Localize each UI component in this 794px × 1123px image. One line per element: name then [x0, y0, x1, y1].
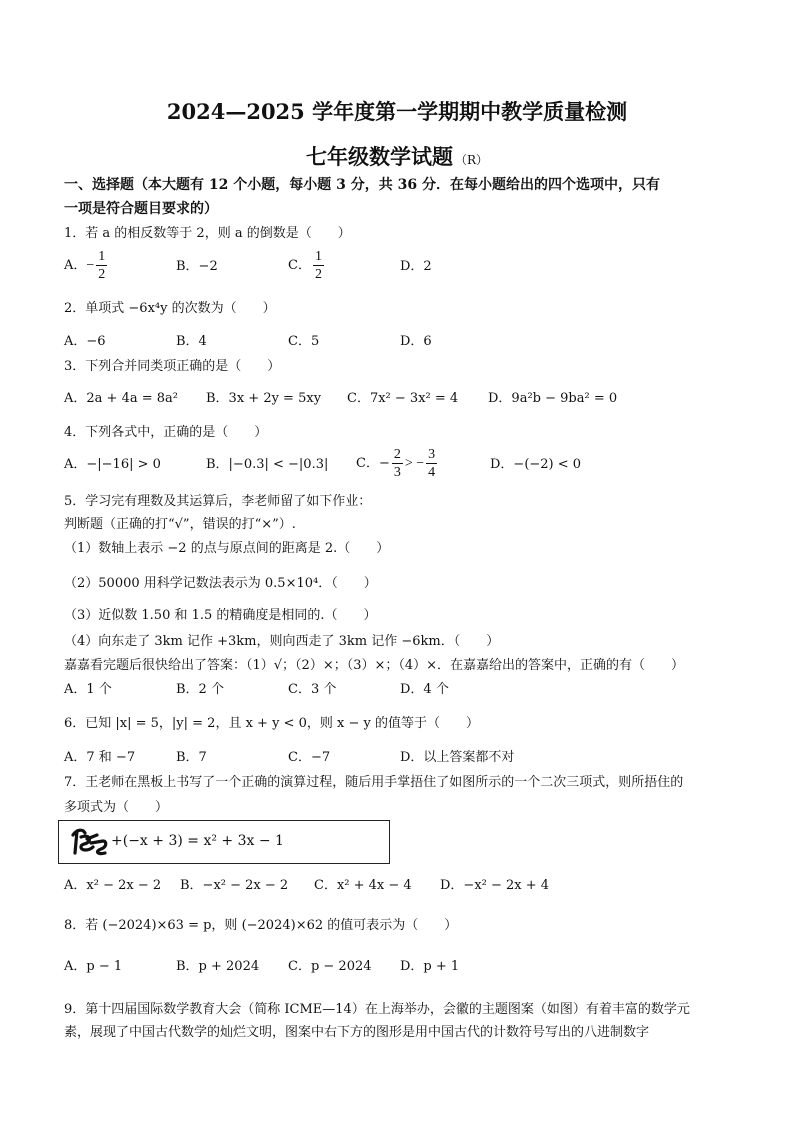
q4-option-a: A．−|−16| > 0: [64, 457, 161, 472]
q4-stem: 4．下列各式中，正确的是（ ）: [64, 425, 268, 440]
q3-option-d: D．9a²b − 9ba² = 0: [488, 391, 618, 406]
q7-option-c: C．x² + 4x − 4: [314, 878, 412, 893]
q3-option-a: A．2a + 4a = 8a²: [64, 391, 178, 406]
q7-stem-line1: 7．王老师在黑板上书写了一个正确的演算过程，随后用手掌捂住了如图所示的一个二次三项式，则所捂住的: [64, 775, 684, 790]
subtitle-text: 七年级数学试题: [305, 144, 453, 169]
q2-option-c: C．5: [288, 334, 320, 349]
q7-stem-line2: 多项式为（ ）: [64, 800, 169, 815]
q1-option-a: [64, 248, 109, 283]
q1-c-fraction: [313, 248, 324, 283]
subtitle-tag: （R）: [454, 153, 489, 167]
q3-option-b: B．3x + 2y = 5xy: [206, 391, 322, 406]
q8-option-d: D．p + 1: [400, 959, 460, 974]
q1-a-fraction: [96, 248, 107, 283]
q5-option-a: A．1 个: [64, 682, 112, 697]
q4-option-d: D．−(−2) < 0: [490, 457, 582, 472]
q1-a-denominator: 2: [98, 267, 106, 282]
q5-intro: 判断题（正确的打“√”，错误的打“×”）.: [64, 517, 296, 532]
q7-option-b: B．−x² − 2x − 2: [180, 878, 289, 893]
q1-a-sign: −: [86, 258, 95, 273]
q1-a-label: A．: [64, 258, 87, 273]
q4-c-fraction2: [426, 446, 437, 481]
q3-stem: 3．下列合并同类项正确的是（ ）: [64, 359, 281, 374]
q6-option-c: C．−7: [288, 750, 331, 765]
q6-option-a: A．7 和 −7: [64, 750, 136, 765]
q1-c-label: C．: [288, 258, 311, 273]
q2-option-b: B．4: [176, 334, 207, 349]
q9-line1: 9．第十四届国际数学教育大会（简称 ICME—14）在上海举办，会徽的主题图案（如图）有着丰富的数学元: [64, 1002, 690, 1017]
q5-option-d: D．4 个: [400, 682, 449, 697]
q5-stem: 5．学习完有理数及其运算后，李老师留了如下作业：: [64, 494, 372, 509]
section-heading-line1: 一、选择题（本大题有 12 个小题，每小题 3 分，共 36 分．在每小题给出的四个选项中，只有: [64, 177, 660, 193]
q4-c-num2: 3: [428, 447, 436, 462]
q5-statement-4: （4）向东走了 3km 记作 +3km，则向西走了 3km 记作 −6km．（ ）: [64, 634, 500, 649]
q4-c-den1: 3: [393, 465, 401, 480]
section-heading-line2: 一项是符合题目要求的）: [64, 201, 218, 217]
q8-option-b: B．p + 2024: [176, 959, 260, 974]
q1-option-c: [288, 248, 326, 283]
q6-option-d: D．以上答案都不对: [400, 750, 515, 765]
q1-a-numerator: 1: [98, 249, 106, 264]
q5-statement-1: （1）数轴上表示 −2 的点与原点间的距离是 2.（ ）: [64, 541, 390, 556]
q2-option-a: A．−6: [64, 334, 106, 349]
q1-option-d: D．2: [400, 259, 432, 274]
q3-option-c: C．7x² − 3x² = 4: [347, 391, 459, 406]
hand-scribble-icon: [67, 825, 111, 859]
q4-c-den2: 4: [428, 465, 436, 480]
q4-option-b: B．|−0.3| < −|0.3|: [206, 457, 329, 472]
q7-option-a: A．x² − 2x − 2: [64, 878, 162, 893]
q4-c-num1: 2: [393, 447, 401, 462]
q4-c-fraction1: [392, 446, 403, 481]
q9-line2: 素，展现了中国古代数学的灿烂文明，图案中右下方的图形是用中国古代的计数符号写出的八进制数字: [64, 1025, 650, 1040]
q2-stem: 2．单项式 −6x⁴y 的次数为（ ）: [64, 301, 276, 316]
q6-stem: 6．已知 |x| = 5，|y| = 2，且 x + y < 0，则 x − y 的值等于（ ）: [64, 716, 479, 731]
q5-statement-3: （3）近似数 1.50 和 1.5 的精确度是相同的.（ ）: [64, 608, 377, 623]
q5-option-b: B．2 个: [176, 682, 224, 697]
q6-option-b: B．7: [176, 750, 207, 765]
q5-answer: 嘉嘉看完题后很快给出了答案：（1）√；（2）×；（3）×；（4）×．在嘉嘉给出的答案中，正确的有（ ）: [64, 658, 685, 673]
q1-stem: 1．若 a 的相反数等于 2，则 a 的倒数是（ ）: [64, 226, 351, 241]
q4-c-label: C．−: [356, 456, 390, 471]
exam-title: 2024—2025 学年度第一学期期中教学质量检测: [166, 99, 628, 124]
q5-statement-2: （2）50000 用科学记数法表示为 0.5×10⁴．（ ）: [64, 576, 377, 591]
q5-option-c: C．3 个: [288, 682, 337, 697]
q1-c-denominator: 2: [314, 267, 322, 282]
q8-option-a: A．p − 1: [64, 959, 123, 974]
blackboard-expression: +(−x + 3) = x² + 3x − 1: [111, 833, 284, 849]
q8-stem: 8．若 (−2024)×63 = p，则 (−2024)×62 的值可表示为（ ）: [64, 918, 458, 933]
q4-option-c: [356, 446, 439, 481]
q8-option-c: C．p − 2024: [288, 959, 372, 974]
q7-option-d: D．−x² − 2x + 4: [440, 878, 550, 893]
q1-option-b: B．−2: [176, 259, 218, 274]
q4-c-mid: > −: [404, 456, 425, 471]
blackboard-box: [58, 820, 390, 864]
q2-option-d: D．6: [400, 334, 432, 349]
exam-subtitle: [0, 141, 794, 171]
q1-c-numerator: 1: [314, 249, 322, 264]
